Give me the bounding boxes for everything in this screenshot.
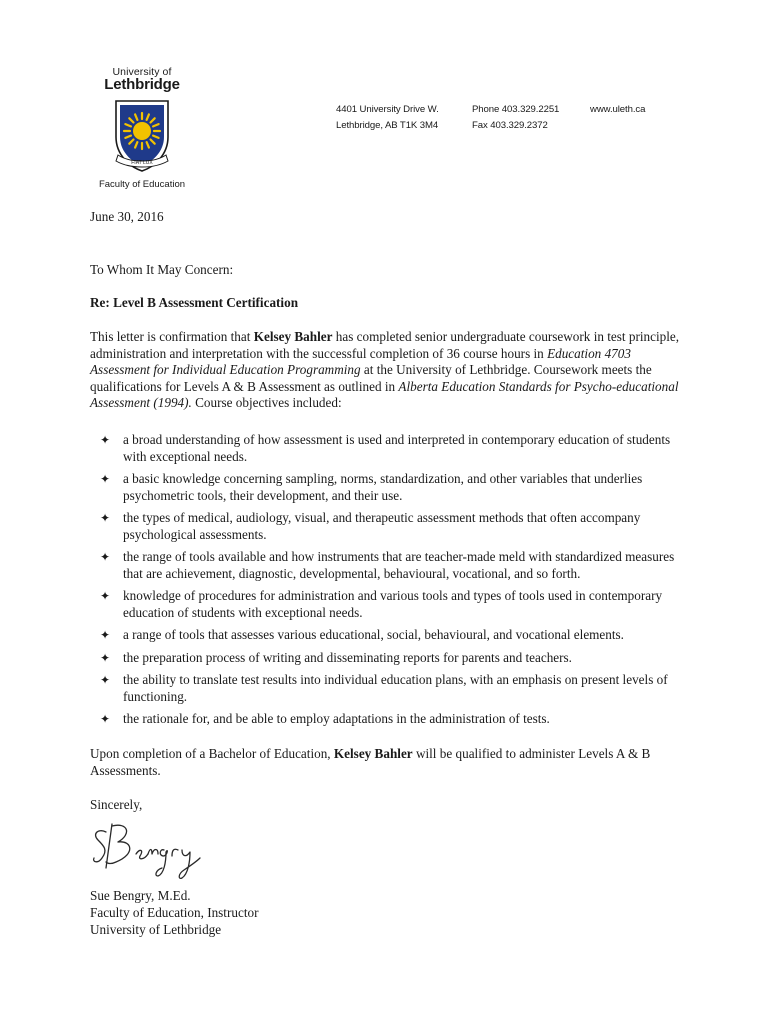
objective-text: the ability to translate test results into individual education plans, with an emphasis on present levels of functioning.: [123, 672, 668, 704]
bullet-star-icon: ✦: [100, 628, 111, 642]
list-item: [100, 432, 690, 465]
signature-block: [90, 888, 680, 939]
address-line-1: 4401 University Drive W.: [336, 104, 439, 115]
list-item: [100, 711, 690, 728]
subject-line: Re: Level B Assessment Certification: [90, 295, 299, 310]
letterhead-website: [590, 102, 645, 118]
objective-text: the preparation process of writing and disseminating reports for parents and teachers.: [123, 649, 572, 665]
list-item: [100, 650, 690, 667]
bullet-star-icon: ✦: [100, 650, 111, 665]
address-line-2: Lethbridge, AB T1K 3M4: [336, 120, 439, 131]
signatory-name: Sue Bengry, M.Ed.: [90, 888, 191, 903]
signatory-title: Faculty of Education, Instructor: [90, 905, 259, 920]
bullet-star-icon: ✦: [100, 433, 111, 447]
objectives-list: [100, 432, 690, 734]
bullet-star-icon: ✦: [100, 511, 111, 525]
intro-text-4: Course objectives included:: [191, 395, 342, 410]
bullet-star-icon: ✦: [100, 472, 111, 486]
logo-university-prefix: University of: [112, 66, 172, 78]
logo-motto: FIAT LUX: [131, 160, 153, 166]
closing-text-2: will be qualified to administer Levels A & B Assessments.: [90, 746, 651, 778]
handwritten-signature: [88, 818, 218, 884]
list-item: [100, 672, 690, 705]
list-item: [100, 510, 690, 543]
website-url: www.uleth.ca: [590, 104, 646, 115]
list-item: [100, 549, 690, 582]
list-item: [100, 588, 690, 621]
bullet-star-icon: ✦: [100, 673, 111, 687]
university-logo: [92, 66, 192, 190]
sign-off: Sincerely,: [90, 797, 143, 812]
fax-number: Fax 403.329.2372: [472, 120, 548, 131]
objective-text: a broad understanding of how assessment is used and interpreted in contemporary education of students with exceptional needs.: [123, 432, 671, 464]
letter-date: June 30, 2016: [90, 209, 164, 224]
intro-text-2: has completed senior undergraduate coursework in test principle, administration and interpretation with the successful completion of 36 course hours in: [90, 329, 680, 361]
bullet-star-icon: ✦: [100, 550, 111, 564]
letterhead-address: [336, 102, 439, 134]
list-item: [100, 471, 690, 504]
intro-paragraph: [90, 329, 682, 412]
bullet-star-icon: ✦: [100, 589, 111, 603]
objective-text: the rationale for, and be able to employ adaptations in the administration of tests.: [123, 711, 550, 726]
list-item: [100, 627, 690, 644]
intro-text-3: at the University of Lethbridge. Coursework meets the qualifications for Levels A & B Assessment as outlined in: [90, 362, 652, 394]
intro-text-1: This letter is confirmation that: [90, 329, 254, 344]
standards-title: Alberta Education Standards for Psycho-educational Assessment (1994).: [90, 378, 679, 410]
salutation: To Whom It May Concern:: [90, 262, 234, 277]
university-shield-icon: [110, 97, 174, 175]
logo-university-name: Lethbridge: [104, 76, 180, 93]
signatory-institution: University of Lethbridge: [90, 922, 222, 937]
bullet-star-icon: ✦: [100, 712, 111, 726]
objective-text: a basic knowledge concerning sampling, norms, standardization, and other variables that underlies psychometric tools, their development, and their use.: [123, 471, 643, 503]
objective-text: the range of tools available and how instruments that are teacher-made meld with standardized measures that are achievement, diagnostic, developmental, behavioural, vocational, and so forth.: [123, 549, 675, 581]
closing-paragraph: [90, 746, 680, 779]
objective-text: knowledge of procedures for administration and various tools and types of tools used in contemporary education of students with exceptional needs.: [123, 588, 663, 620]
objective-text: a range of tools that assesses various educational, social, behavioural, and vocational elements.: [123, 627, 624, 642]
phone-number: Phone 403.329.2251: [472, 104, 560, 115]
logo-faculty-name: Faculty of Education: [98, 179, 186, 190]
student-name: Kelsey Bahler: [333, 746, 413, 761]
letterhead-phone-fax: [472, 102, 559, 134]
objective-text: the types of medical, audiology, visual, and therapeutic assessment methods that often accompany psychological assessments.: [123, 510, 641, 542]
closing-text-1: Upon completion of a Bachelor of Education,: [90, 746, 334, 761]
student-name: Kelsey Bahler: [253, 329, 333, 344]
course-title: Education 4703 Assessment for Individual Education Programming: [90, 345, 631, 377]
